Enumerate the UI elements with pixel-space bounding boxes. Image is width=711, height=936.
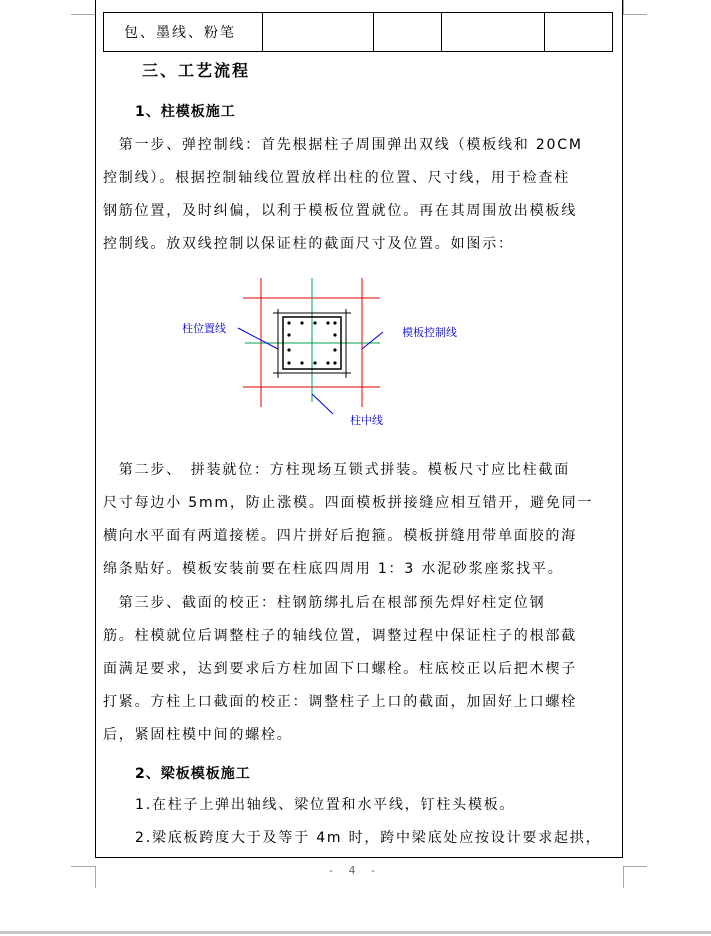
- table-cell: [374, 13, 442, 52]
- paragraph-line: 1.在柱子上弹出轴线、梁位置和水平线，钉柱头模板。: [135, 797, 516, 813]
- paragraph-line: 筋。柱模就位后调整柱子的轴线位置，调整过程中保证柱子的根部截: [103, 628, 577, 644]
- subsection-title: 1、柱模板施工: [135, 104, 236, 120]
- paragraph-line: 2.梁底板跨度大于及等于 4m 时，跨中梁底处应按设计要求起拱，: [135, 830, 602, 846]
- label-template-control-line: 模板控制线: [402, 326, 457, 339]
- paragraph-line: 绵条贴好。模板安装前要在柱底四周用 1：3 水泥砂浆座浆找平。: [103, 561, 564, 577]
- table-row: [104, 13, 613, 52]
- paragraph-line: 后，紧固柱模中间的螺栓。: [103, 727, 293, 743]
- paragraph-line: 第一步、弹控制线：首先根据柱子周围弹出双线（模板线和 20CM: [103, 137, 583, 153]
- section-title: 三、工艺流程: [142, 61, 251, 80]
- crop-mark: [71, 14, 95, 15]
- label-column-position-line: 柱位置线: [182, 322, 226, 335]
- paragraph-line: 钢筋位置，及时纠偏，以利于模板位置就位。再在其周围放出模板线: [103, 203, 577, 219]
- paragraph-line: 控制线）。根据控制轴线位置放样出柱的位置、尺寸线，用于检查柱: [103, 170, 570, 186]
- page-number: - 4 -: [329, 864, 381, 877]
- label-center-line: 柱中线: [350, 414, 383, 427]
- label-leader: [238, 328, 278, 349]
- crop-mark: [623, 866, 647, 867]
- paragraph-line: 面满足要求，达到要求后方柱加固下口螺栓。柱底校正以后把木楔子: [103, 661, 577, 677]
- paragraph-line: 第二步、 拼装就位：方柱现场互锁式拼装。模板尺寸应比柱截面: [103, 462, 570, 478]
- label-leader: [312, 394, 333, 414]
- column-layout-diagram: [175, 272, 505, 437]
- crop-mark: [623, 866, 624, 888]
- crop-mark: [71, 866, 95, 867]
- page-bottom-edge: [0, 931, 711, 934]
- crop-mark: [623, 0, 624, 14]
- crop-mark: [95, 866, 96, 888]
- paragraph-line: 第三步、截面的校正：柱钢筋绑扎后在根部预先焊好柱定位钢: [103, 595, 546, 611]
- label-leader: [362, 332, 383, 349]
- crop-mark: [623, 14, 647, 15]
- paragraph-line: 打紧。方柱上口截面的校正：调整柱子上口的截面，加固好上口螺栓: [103, 694, 577, 710]
- paragraph-line: 控制线。放双线控制以保证柱的截面尺寸及位置。如图示：: [103, 236, 514, 252]
- table-cell: [545, 13, 613, 52]
- subsection-title: 2、梁板模板施工: [135, 766, 251, 782]
- table-cell: [263, 13, 374, 52]
- materials-table: [103, 12, 613, 52]
- table-cell: [442, 13, 545, 52]
- table-cell: 包、墨线、粉笔: [104, 13, 263, 52]
- paragraph-line: 尺寸每边小 5mm，防止涨模。四面模板拼接缝应相互错开，避免同一: [103, 495, 594, 511]
- paragraph-line: 横向水平面有两道接槎。四片拼好后抱箍。模板拼缝用带单面胶的海: [103, 528, 577, 544]
